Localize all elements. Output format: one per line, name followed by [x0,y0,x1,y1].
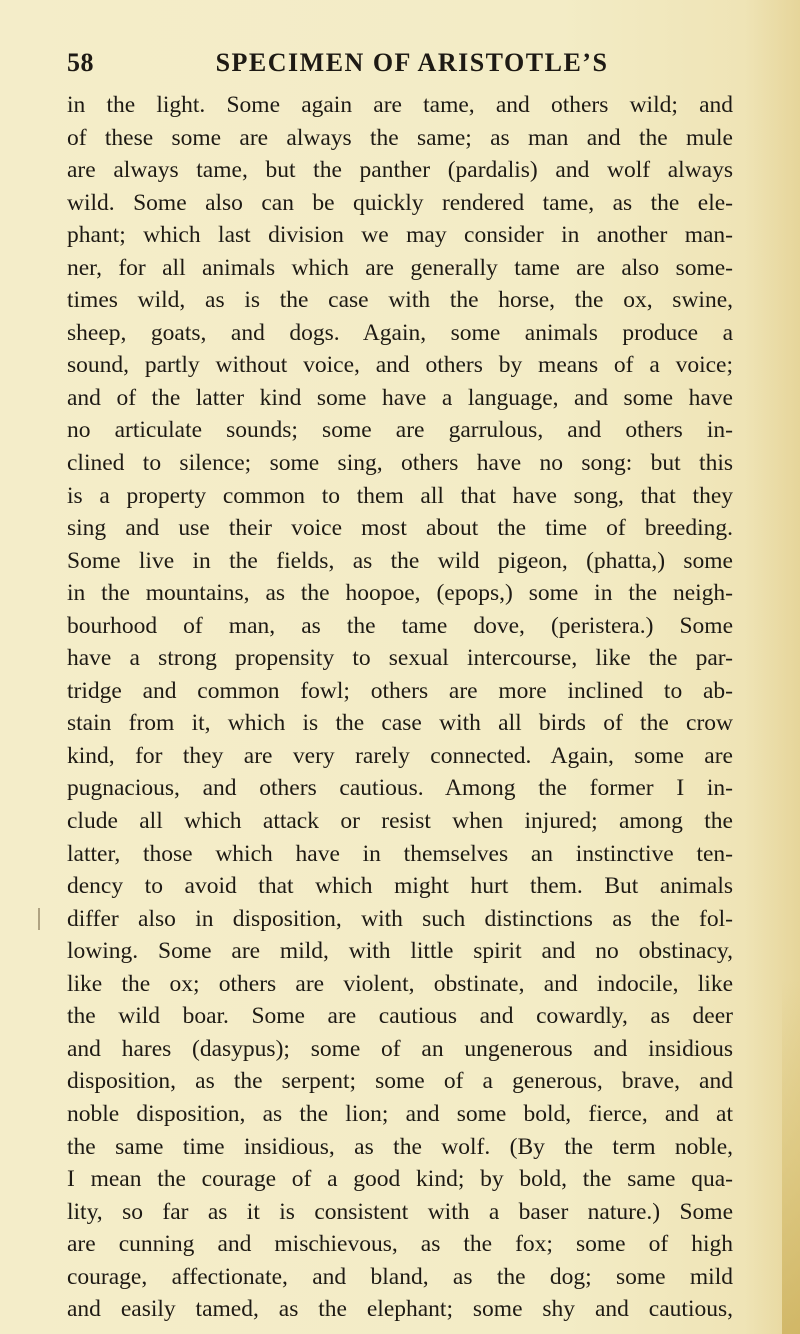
text-line: pugnacious, and others cautious. Among the former I in- [67,775,733,802]
text-line: tridge and common fowl; others are more inclined to ab- [67,677,733,704]
running-head [67,48,733,80]
text-line: latter, those which have in themselves an instinctive ten- [67,840,733,867]
text-line: and easily tamed, as the elephant; some shy and cautious, [67,1296,733,1323]
text-line: differ also in disposition, with such distinctions as the fol- [67,905,733,932]
text-line: are cunning and mischievous, as the fox; some of high [67,1231,733,1258]
text-line: sheep, goats, and dogs. Again, some animals produce a [67,319,733,346]
text-line: sound, partly without voice, and others by means of a voice; [67,352,733,379]
text-line: is a property common to them all that have song, that they [67,482,733,509]
text-line: Some live in the fields, as the wild pigeon, (phatta,) some [67,547,733,574]
text-line: I mean the courage of a good kind; by bold, the same qua- [67,1166,733,1193]
text-line: ner, for all animals which are generally tame are also some- [67,254,733,281]
text-line: phant; which last division we may consider in another man- [67,222,733,249]
text-line: wild. Some also can be quickly rendered tame, as the ele- [67,189,733,216]
text-line: dency to avoid that which might hurt them. But animals [67,873,733,900]
text-line: noble disposition, as the lion; and some bold, fierce, and at [67,1100,733,1127]
margin-mark [38,908,40,930]
text-line: sing and use their voice most about the time of breeding. [67,515,733,542]
text-line: and of the latter kind some have a language, and some have [67,384,733,411]
body-text [67,89,733,1326]
text-line: of these some are always the same; as man and the mule [67,124,733,151]
text-line: have a strong propensity to sexual intercourse, like the par- [67,645,733,672]
text-line: times wild, as is the case with the horse, the ox, swine, [67,287,733,314]
text-line: in the light. Some again are tame, and others wild; and [67,92,733,118]
text-line: are always tame, but the panther (pardalis) and wolf always [67,157,733,184]
text-line: lowing. Some are mild, with little spirit and no obstinacy, [67,938,733,965]
text-line: clined to silence; some sing, others have no song: but this [67,450,733,477]
text-line: courage, affectionate, and bland, as the dog; some mild [67,1263,733,1290]
text-line: lity, so far as it is consistent with a baser nature.) Some [67,1198,733,1225]
page-number: 58 [67,48,94,77]
page-edge-stain [782,980,800,1334]
text-line: disposition, as the serpent; some of a generous, brave, and [67,1068,733,1095]
text-line: like the ox; others are violent, obstinate, and indocile, like [67,970,733,997]
text-line: the same time insidious, as the wolf. (By the term noble, [67,1133,733,1160]
text-line: in the mountains, as the hoopoe, (epops,) some in the neigh- [67,580,733,607]
running-head-title: SPECIMEN OF ARISTOTLE’S [215,48,609,77]
text-line: kind, for they are very rarely connected. Again, some are [67,742,733,769]
text-line: stain from it, which is the case with all birds of the crow [67,710,733,737]
text-line: clude all which attack or resist when injured; among the [67,808,733,835]
text-line: the wild boar. Some are cautious and cowardly, as deer [67,1003,733,1030]
text-line: bourhood of man, as the tame dove, (peristera.) Some [67,612,733,639]
text-line: and hares (dasypus); some of an ungenerous and insidious [67,1035,733,1062]
text-line: no articulate sounds; some are garrulous, and others in- [67,417,733,444]
